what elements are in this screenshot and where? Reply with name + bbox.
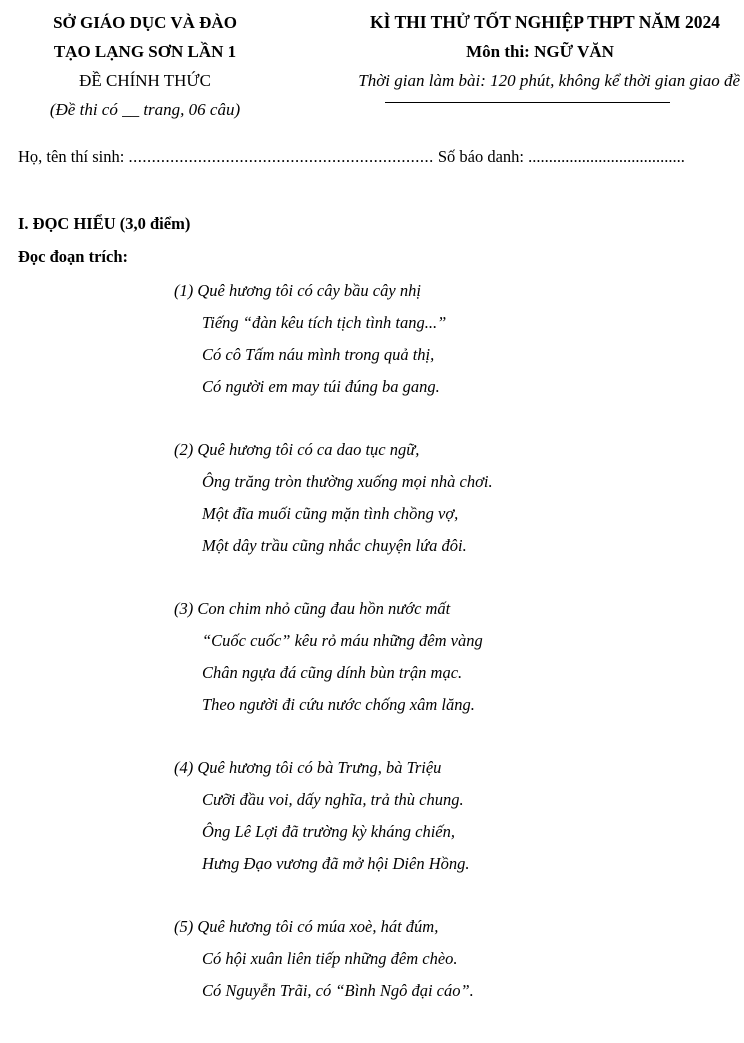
poem-line: Có hội xuân liên tiếp những đêm chèo. xyxy=(202,949,458,968)
section-title: I. ĐỌC HIỂU (3,0 điểm) xyxy=(18,214,191,233)
candidate-number-label: Số báo danh: xyxy=(437,147,525,166)
poem-line: Có Nguyễn Trãi, có “Bình Ngô đại cáo”. xyxy=(202,981,474,1000)
poem-excerpt xyxy=(174,280,714,1043)
candidate-number-blank: ...................................... xyxy=(528,147,685,166)
poem-line: Một dây trầu cũng nhắc chuyện lứa đôi. xyxy=(202,536,467,555)
department-line-1: SỞ GIÁO DỤC VÀ ĐÀO xyxy=(53,13,237,32)
poem-stanza-1 xyxy=(174,280,714,408)
header-divider xyxy=(385,102,670,103)
department-line-2: TẠO LẠNG SƠN LẦN 1 xyxy=(53,42,237,61)
issuing-authority-block xyxy=(10,8,280,124)
exam-duration: Thời gian làm bài: 120 phút, không kể thời gian giao đề xyxy=(358,71,740,90)
poem-line: Hưng Đạo vương đã mở hội Diên Hồng. xyxy=(202,854,470,873)
poem-line: Có người em may túi đúng ba gang. xyxy=(202,377,440,396)
exam-info-block xyxy=(300,8,740,103)
candidate-name-blank: .................................................................. xyxy=(128,147,434,166)
poem-stanza-2 xyxy=(174,439,714,567)
poem-line: (5) Quê hương tôi có múa xoè, hát đúm, xyxy=(174,917,439,936)
section-instruction: Đọc đoạn trích: xyxy=(18,247,128,266)
poem-line: Ông Lê Lợi đã trường kỳ kháng chiến, xyxy=(202,822,455,841)
poem-line: Ông trăng tròn thường xuống mọi nhà chơi. xyxy=(202,472,493,491)
poem-line: (3) Con chim nhỏ cũng đau hồn nước mất xyxy=(174,599,451,618)
poem-stanza-3 xyxy=(174,598,714,726)
poem-stanza-5 xyxy=(174,916,714,1012)
candidate-name-label: Họ, tên thí sinh: xyxy=(18,147,125,166)
exam-title: KÌ THI THỬ TỐT NGHIỆP THPT NĂM 2024 xyxy=(370,12,720,32)
poem-line: (1) Quê hương tôi có cây bầu cây nhị xyxy=(174,281,421,300)
poem-line: “Cuốc cuốc” kêu rỏ máu những đêm vàng xyxy=(202,631,483,650)
page-count-note: (Đề thi có __ trang, 06 câu) xyxy=(49,100,241,119)
poem-line: Cưỡi đầu voi, dấy nghĩa, trả thù chung. xyxy=(202,790,464,809)
poem-line: (4) Quê hương tôi có bà Trưng, bà Triệu xyxy=(174,758,442,777)
poem-line: Theo người đi cứu nước chống xâm lăng. xyxy=(202,695,475,714)
poem-line: Một đĩa muối cũng mặn tình chồng vợ, xyxy=(202,504,459,523)
poem-line: Chân ngựa đá cũng dính bùn trận mạc. xyxy=(202,663,463,682)
poem-stanza-4 xyxy=(174,757,714,885)
poem-line: (2) Quê hương tôi có ca dao tục ngữ, xyxy=(174,440,420,459)
poem-line: Tiếng “đàn kêu tích tịch tình tang...” xyxy=(202,313,447,332)
poem-line: Có cô Tấm náu mình trong quả thị, xyxy=(202,345,435,364)
official-exam-label: ĐỀ CHÍNH THỨC xyxy=(79,71,211,90)
exam-subject: Môn thi: NGỮ VĂN xyxy=(466,42,614,61)
candidate-info-line xyxy=(18,147,730,167)
